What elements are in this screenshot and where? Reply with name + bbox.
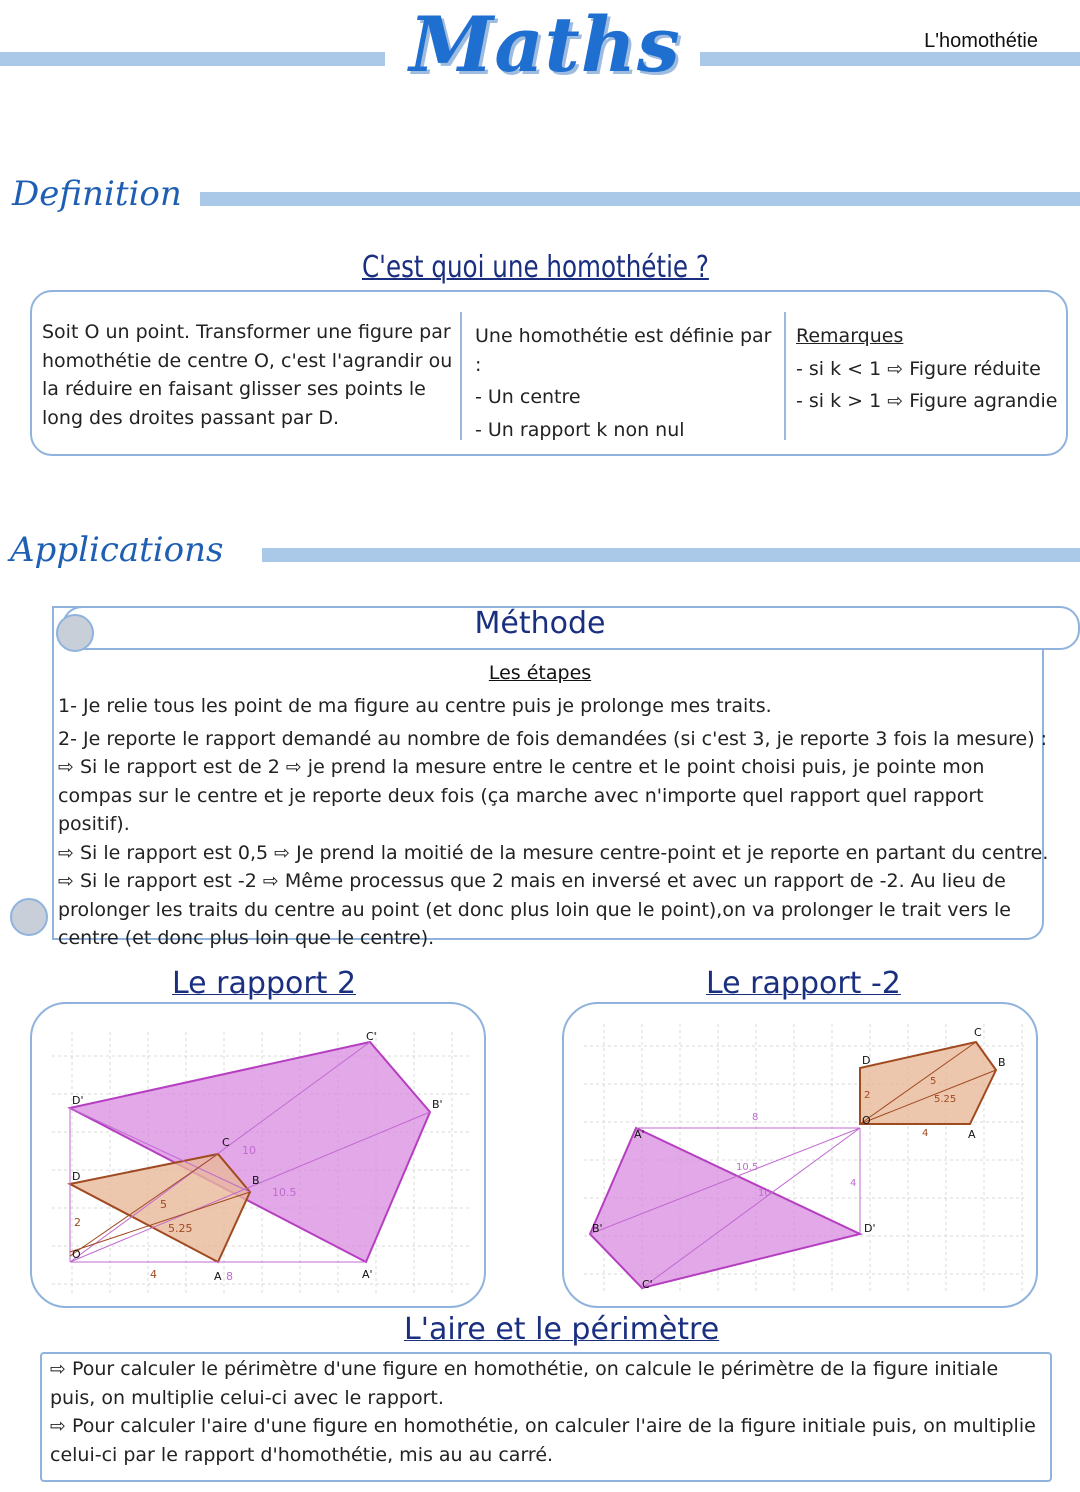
definition-remarks [796,322,1066,416]
etapes-label: Les étapes [488,662,592,684]
measure-label: 4 [150,1268,157,1281]
step: 2- Je reporte le rapport demandé au nombre de fois demandées (si c'est 3, je reporte 3 fois la mesure) : [58,727,1048,750]
step: ⇨ Si le rapport est 0,5 ⇨ Je prend la moitié de la mesure centre-point et je reporte en partant du centre. [58,841,1049,864]
header-bar-left [0,52,385,66]
point-label: B [252,1174,260,1187]
page-title: Maths [409,0,681,89]
definition-components [475,322,780,444]
figure-left-title: Le rapport 2 [172,966,357,1001]
components-intro: Une homothétie est définie par : [475,325,772,376]
applications-heading: Applications [10,530,224,570]
definition-divider-1 [460,312,462,440]
point-label: A' [634,1128,645,1141]
aire-title: L'aire et le périmètre [404,1312,720,1347]
definition-divider-2 [784,312,786,440]
methode-steps [58,692,1058,953]
measure-label: 2 [74,1216,81,1229]
definition-question: C'est quoi une homothétie ? [362,250,709,285]
point-label: C' [642,1278,653,1291]
measure-label: 5.25 [934,1094,957,1105]
step: 1- Je relie tous les point de ma figure au centre puis je prolonge mes traits. [58,695,772,717]
original-quad [860,1042,996,1124]
definition-text: Soit O un point. Transformer une figure par homothétie de centre O, c'est l'agrandir ou la réduire en faisant glisser ses points le long des droites passant par D. [42,321,453,429]
topic-label: L'homothétie [924,30,1038,52]
point-label: C [222,1136,230,1149]
definition-bar [200,192,1080,206]
point-label: D' [864,1222,876,1235]
methode-title: Méthode [474,606,606,641]
point-label: B' [432,1098,443,1111]
point-label: A [968,1128,976,1141]
step: ⇨ Si le rapport est -2 ⇨ Même processus que 2 mais en inversé et avec un rapport de -2. Au lieu de prolonger les traits du centre au point (et donc plus loin que le point),on va prolonger le trait vers le centre (et donc plus loin que le centre). [58,870,1011,949]
definition-heading: Definition [12,174,182,214]
remark-item: - si k < 1 ⇨ Figure réduite [796,357,1041,380]
scroll-curl-bottom [10,898,48,936]
measure-label: 5.25 [168,1222,193,1235]
component-item: - Un centre [475,386,581,408]
measure-label: 10.5 [736,1162,759,1173]
measure-label: 10.5 [272,1186,297,1199]
figure-left-panel [30,1002,486,1308]
measure-label: 4 [850,1178,857,1189]
point-label: C' [366,1030,377,1043]
point-label: A' [362,1268,373,1281]
figure-right-panel [562,1002,1038,1308]
applications-bar [262,548,1080,562]
point-label: O [862,1114,871,1127]
measure-label: 10 [758,1188,771,1199]
measure-label: 4 [922,1128,929,1139]
measure-label: 2 [864,1090,871,1101]
point-label: D [72,1170,81,1183]
figure-left-svg [32,1004,484,1306]
header-bar-right [700,52,1080,66]
step: ⇨ Si le rapport est de 2 ⇨ je prend la mesure entre le centre et le point choisi puis, je pointe mon compas sur le centre et je reporte deux fois (ça marche avec n'importe quel rapport quel rapport positif). [58,756,985,835]
remarks-heading: Remarques [796,325,904,347]
measure-label: 8 [752,1112,759,1123]
measure-label: 10 [242,1144,256,1157]
aire-text [50,1355,1045,1469]
remark-item: - si k > 1 ⇨ Figure agrandie [796,390,1058,412]
point-label: O [72,1248,81,1261]
point-label: B' [592,1222,603,1235]
measure-label: 8 [226,1270,233,1283]
point-label: C [974,1026,982,1039]
point-label: B [998,1056,1006,1069]
figure-right-title: Le rapport -2 [706,966,901,1001]
measure-label: 5 [930,1076,937,1087]
point-label: D [862,1054,871,1067]
measure-label: 5 [160,1198,167,1211]
aire-line: ⇨ Pour calculer l'aire d'une figure en homothétie, on calculer l'aire de la figure initiale puis, on multiplie celui-ci par le rapport d'homothétie, mis au au carré. [50,1415,1036,1466]
aire-line: ⇨ Pour calculer le périmètre d'une figure en homothétie, on calcule le périmètre de la figure initiale puis, on multiplie celui-ci avec le rapport. [50,1358,999,1409]
point-label: D' [72,1094,84,1107]
component-item: - Un rapport k non nul [475,418,685,441]
point-label: A [214,1270,222,1283]
figure-right-svg [564,1004,1036,1306]
